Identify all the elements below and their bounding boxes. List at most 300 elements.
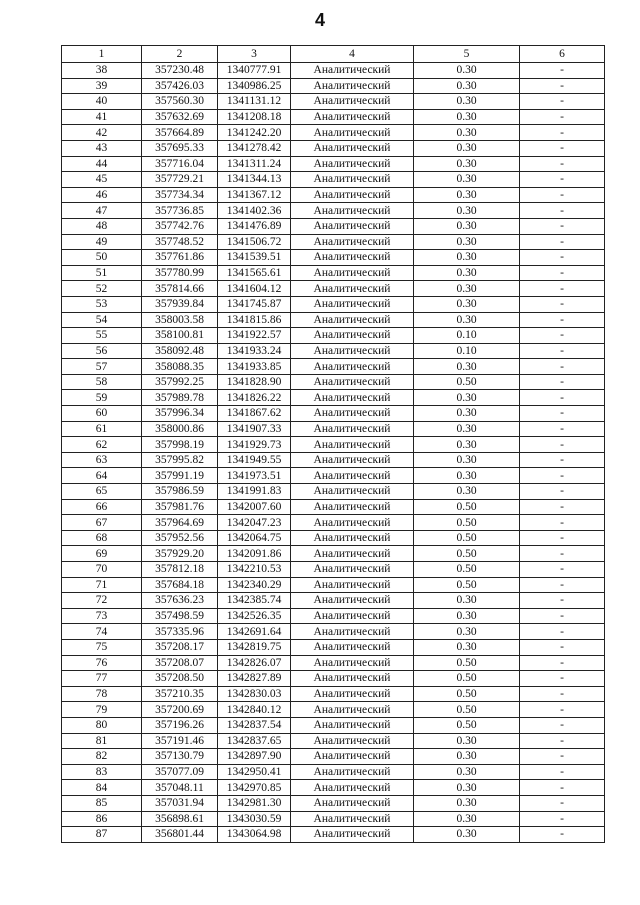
cell-y-coordinate: 1341828.90 (218, 374, 291, 390)
cell-note: - (520, 639, 605, 655)
cell-method: Аналитический (291, 437, 414, 453)
cell-point-number: 82 (62, 749, 142, 765)
cell-y-coordinate: 1341949.55 (218, 452, 291, 468)
table-row (62, 203, 605, 219)
cell-method: Аналитический (291, 749, 414, 765)
cell-note: - (520, 733, 605, 749)
cell-y-coordinate: 1341604.12 (218, 281, 291, 297)
table-row (62, 702, 605, 718)
cell-x-coordinate: 356801.44 (142, 827, 218, 843)
table-row (62, 328, 605, 344)
cell-note: - (520, 406, 605, 422)
table-row (62, 359, 605, 375)
cell-accuracy: 0.30 (414, 203, 520, 219)
cell-x-coordinate: 357986.59 (142, 484, 218, 500)
cell-note: - (520, 530, 605, 546)
cell-point-number: 66 (62, 499, 142, 515)
cell-note: - (520, 702, 605, 718)
cell-note: - (520, 187, 605, 203)
cell-y-coordinate: 1342064.75 (218, 530, 291, 546)
cell-x-coordinate: 357992.25 (142, 374, 218, 390)
cell-point-number: 40 (62, 94, 142, 110)
cell-accuracy: 0.10 (414, 343, 520, 359)
cell-accuracy: 0.50 (414, 686, 520, 702)
coordinates-table (61, 45, 605, 843)
cell-accuracy: 0.30 (414, 593, 520, 609)
cell-accuracy: 0.50 (414, 530, 520, 546)
cell-x-coordinate: 357130.79 (142, 749, 218, 765)
cell-accuracy: 0.30 (414, 468, 520, 484)
table-row (62, 639, 605, 655)
cell-note: - (520, 421, 605, 437)
cell-point-number: 86 (62, 811, 142, 827)
cell-accuracy: 0.30 (414, 780, 520, 796)
cell-y-coordinate: 1342385.74 (218, 593, 291, 609)
cell-accuracy: 0.30 (414, 608, 520, 624)
cell-note: - (520, 452, 605, 468)
cell-method: Аналитический (291, 125, 414, 141)
cell-method: Аналитический (291, 671, 414, 687)
table-row (62, 562, 605, 578)
cell-point-number: 74 (62, 624, 142, 640)
cell-method: Аналитический (291, 686, 414, 702)
cell-note: - (520, 655, 605, 671)
cell-note: - (520, 265, 605, 281)
cell-method: Аналитический (291, 218, 414, 234)
cell-note: - (520, 671, 605, 687)
cell-accuracy: 0.50 (414, 562, 520, 578)
cell-point-number: 80 (62, 717, 142, 733)
cell-note: - (520, 780, 605, 796)
table-row (62, 250, 605, 266)
cell-y-coordinate: 1341907.33 (218, 421, 291, 437)
cell-x-coordinate: 357736.85 (142, 203, 218, 219)
cell-accuracy: 0.30 (414, 406, 520, 422)
cell-y-coordinate: 1342970.85 (218, 780, 291, 796)
table-row (62, 624, 605, 640)
cell-x-coordinate: 357929.20 (142, 546, 218, 562)
cell-note: - (520, 172, 605, 188)
table-row (62, 780, 605, 796)
cell-point-number: 51 (62, 265, 142, 281)
cell-accuracy: 0.30 (414, 390, 520, 406)
cell-point-number: 55 (62, 328, 142, 344)
cell-x-coordinate: 357742.76 (142, 218, 218, 234)
cell-note: - (520, 764, 605, 780)
cell-method: Аналитический (291, 484, 414, 500)
table-row (62, 156, 605, 172)
cell-x-coordinate: 357230.48 (142, 63, 218, 79)
cell-point-number: 60 (62, 406, 142, 422)
cell-y-coordinate: 1341278.42 (218, 140, 291, 156)
cell-point-number: 72 (62, 593, 142, 609)
cell-note: - (520, 63, 605, 79)
cell-point-number: 42 (62, 125, 142, 141)
cell-y-coordinate: 1340986.25 (218, 78, 291, 94)
cell-y-coordinate: 1341922.57 (218, 328, 291, 344)
table-row (62, 655, 605, 671)
cell-method: Аналитический (291, 764, 414, 780)
cell-x-coordinate: 357996.34 (142, 406, 218, 422)
cell-method: Аналитический (291, 328, 414, 344)
cell-accuracy: 0.30 (414, 234, 520, 250)
cell-method: Аналитический (291, 234, 414, 250)
cell-accuracy: 0.30 (414, 624, 520, 640)
cell-y-coordinate: 1341565.61 (218, 265, 291, 281)
cell-method: Аналитический (291, 374, 414, 390)
cell-note: - (520, 624, 605, 640)
table-body (62, 63, 605, 843)
table-row (62, 296, 605, 312)
cell-x-coordinate: 357748.52 (142, 234, 218, 250)
cell-accuracy: 0.50 (414, 374, 520, 390)
cell-y-coordinate: 1341973.51 (218, 468, 291, 484)
cell-note: - (520, 140, 605, 156)
cell-point-number: 41 (62, 109, 142, 125)
cell-x-coordinate: 357636.23 (142, 593, 218, 609)
cell-x-coordinate: 357196.26 (142, 717, 218, 733)
cell-accuracy: 0.50 (414, 499, 520, 515)
cell-x-coordinate: 357632.69 (142, 109, 218, 125)
cell-point-number: 78 (62, 686, 142, 702)
cell-y-coordinate: 1342210.53 (218, 562, 291, 578)
cell-y-coordinate: 1342897.90 (218, 749, 291, 765)
cell-x-coordinate: 357989.78 (142, 390, 218, 406)
cell-accuracy: 0.10 (414, 328, 520, 344)
cell-note: - (520, 218, 605, 234)
cell-point-number: 62 (62, 437, 142, 453)
cell-method: Аналитический (291, 109, 414, 125)
cell-x-coordinate: 357048.11 (142, 780, 218, 796)
cell-method: Аналитический (291, 250, 414, 266)
cell-point-number: 61 (62, 421, 142, 437)
table-row (62, 515, 605, 531)
cell-method: Аналитический (291, 78, 414, 94)
cell-x-coordinate: 357716.04 (142, 156, 218, 172)
cell-point-number: 50 (62, 250, 142, 266)
table-row (62, 546, 605, 562)
cell-point-number: 44 (62, 156, 142, 172)
cell-note: - (520, 328, 605, 344)
cell-x-coordinate: 357210.35 (142, 686, 218, 702)
cell-note: - (520, 125, 605, 141)
cell-point-number: 56 (62, 343, 142, 359)
table-row (62, 172, 605, 188)
header-row (62, 46, 605, 63)
cell-accuracy: 0.50 (414, 702, 520, 718)
cell-point-number: 70 (62, 562, 142, 578)
cell-method: Аналитический (291, 390, 414, 406)
cell-y-coordinate: 1341402.36 (218, 203, 291, 219)
cell-note: - (520, 562, 605, 578)
cell-accuracy: 0.30 (414, 296, 520, 312)
cell-x-coordinate: 358092.48 (142, 343, 218, 359)
cell-method: Аналитический (291, 827, 414, 843)
table-row (62, 437, 605, 453)
cell-note: - (520, 749, 605, 765)
cell-accuracy: 0.50 (414, 546, 520, 562)
cell-note: - (520, 515, 605, 531)
cell-point-number: 85 (62, 795, 142, 811)
cell-method: Аналитический (291, 140, 414, 156)
cell-note: - (520, 468, 605, 484)
cell-method: Аналитический (291, 499, 414, 515)
cell-note: - (520, 717, 605, 733)
cell-y-coordinate: 1341476.89 (218, 218, 291, 234)
cell-note: - (520, 94, 605, 110)
cell-y-coordinate: 1341745.87 (218, 296, 291, 312)
cell-y-coordinate: 1342981.30 (218, 795, 291, 811)
cell-point-number: 53 (62, 296, 142, 312)
cell-x-coordinate: 357191.46 (142, 733, 218, 749)
cell-x-coordinate: 357684.18 (142, 577, 218, 593)
cell-method: Аналитический (291, 265, 414, 281)
table-row (62, 281, 605, 297)
cell-x-coordinate: 357761.86 (142, 250, 218, 266)
cell-point-number: 39 (62, 78, 142, 94)
cell-method: Аналитический (291, 187, 414, 203)
cell-x-coordinate: 357734.34 (142, 187, 218, 203)
cell-point-number: 65 (62, 484, 142, 500)
cell-y-coordinate: 1342826.07 (218, 655, 291, 671)
cell-note: - (520, 811, 605, 827)
cell-x-coordinate: 358003.58 (142, 312, 218, 328)
table-row (62, 499, 605, 515)
cell-x-coordinate: 357077.09 (142, 764, 218, 780)
table-row (62, 343, 605, 359)
table-row (62, 484, 605, 500)
cell-method: Аналитический (291, 421, 414, 437)
cell-x-coordinate: 357560.30 (142, 94, 218, 110)
table-row (62, 218, 605, 234)
cell-point-number: 87 (62, 827, 142, 843)
cell-point-number: 45 (62, 172, 142, 188)
table-row (62, 717, 605, 733)
cell-y-coordinate: 1343030.59 (218, 811, 291, 827)
cell-accuracy: 0.50 (414, 671, 520, 687)
cell-accuracy: 0.30 (414, 63, 520, 79)
cell-accuracy: 0.30 (414, 733, 520, 749)
table-row (62, 140, 605, 156)
cell-note: - (520, 250, 605, 266)
cell-point-number: 64 (62, 468, 142, 484)
cell-y-coordinate: 1341815.86 (218, 312, 291, 328)
cell-y-coordinate: 1341933.85 (218, 359, 291, 375)
cell-method: Аналитический (291, 343, 414, 359)
table-row (62, 234, 605, 250)
cell-y-coordinate: 1342830.03 (218, 686, 291, 702)
table-row (62, 827, 605, 843)
cell-accuracy: 0.30 (414, 78, 520, 94)
cell-accuracy: 0.30 (414, 764, 520, 780)
cell-y-coordinate: 1341367.12 (218, 187, 291, 203)
cell-note: - (520, 359, 605, 375)
cell-method: Аналитический (291, 312, 414, 328)
cell-note: - (520, 296, 605, 312)
cell-y-coordinate: 1342526.35 (218, 608, 291, 624)
cell-x-coordinate: 357952.56 (142, 530, 218, 546)
cell-y-coordinate: 1341208.18 (218, 109, 291, 125)
cell-method: Аналитический (291, 94, 414, 110)
cell-method: Аналитический (291, 624, 414, 640)
cell-point-number: 73 (62, 608, 142, 624)
cell-method: Аналитический (291, 780, 414, 796)
table-row (62, 265, 605, 281)
table-row (62, 686, 605, 702)
cell-method: Аналитический (291, 546, 414, 562)
cell-accuracy: 0.30 (414, 156, 520, 172)
cell-method: Аналитический (291, 639, 414, 655)
cell-point-number: 49 (62, 234, 142, 250)
cell-y-coordinate: 1342691.64 (218, 624, 291, 640)
table-row (62, 187, 605, 203)
header-col-6: 6 (520, 46, 605, 63)
cell-x-coordinate: 357208.17 (142, 639, 218, 655)
cell-x-coordinate: 357964.69 (142, 515, 218, 531)
cell-method: Аналитический (291, 608, 414, 624)
cell-point-number: 58 (62, 374, 142, 390)
cell-method: Аналитический (291, 577, 414, 593)
cell-method: Аналитический (291, 172, 414, 188)
cell-note: - (520, 593, 605, 609)
cell-accuracy: 0.30 (414, 187, 520, 203)
cell-x-coordinate: 357200.69 (142, 702, 218, 718)
cell-note: - (520, 78, 605, 94)
cell-note: - (520, 795, 605, 811)
table-row (62, 406, 605, 422)
cell-accuracy: 0.30 (414, 312, 520, 328)
cell-point-number: 48 (62, 218, 142, 234)
cell-accuracy: 0.30 (414, 421, 520, 437)
table-row (62, 109, 605, 125)
cell-point-number: 47 (62, 203, 142, 219)
cell-x-coordinate: 357335.96 (142, 624, 218, 640)
header-col-1: 1 (62, 46, 142, 63)
cell-point-number: 79 (62, 702, 142, 718)
cell-note: - (520, 608, 605, 624)
cell-note: - (520, 577, 605, 593)
cell-point-number: 57 (62, 359, 142, 375)
cell-point-number: 71 (62, 577, 142, 593)
cell-accuracy: 0.30 (414, 452, 520, 468)
cell-note: - (520, 281, 605, 297)
cell-note: - (520, 484, 605, 500)
table-row (62, 452, 605, 468)
cell-accuracy: 0.30 (414, 484, 520, 500)
cell-x-coordinate: 358000.86 (142, 421, 218, 437)
cell-y-coordinate: 1341344.13 (218, 172, 291, 188)
cell-point-number: 59 (62, 390, 142, 406)
cell-method: Аналитический (291, 296, 414, 312)
cell-note: - (520, 109, 605, 125)
cell-y-coordinate: 1341311.24 (218, 156, 291, 172)
cell-y-coordinate: 1342837.54 (218, 717, 291, 733)
table-row (62, 312, 605, 328)
cell-y-coordinate: 1342819.75 (218, 639, 291, 655)
cell-accuracy: 0.30 (414, 639, 520, 655)
table-row (62, 671, 605, 687)
cell-y-coordinate: 1341929.73 (218, 437, 291, 453)
cell-y-coordinate: 1342340.29 (218, 577, 291, 593)
cell-y-coordinate: 1342837.65 (218, 733, 291, 749)
cell-accuracy: 0.50 (414, 515, 520, 531)
cell-x-coordinate: 357981.76 (142, 499, 218, 515)
cell-note: - (520, 234, 605, 250)
cell-method: Аналитический (291, 515, 414, 531)
cell-note: - (520, 156, 605, 172)
cell-y-coordinate: 1341539.51 (218, 250, 291, 266)
cell-accuracy: 0.30 (414, 265, 520, 281)
cell-y-coordinate: 1341131.12 (218, 94, 291, 110)
cell-point-number: 77 (62, 671, 142, 687)
cell-point-number: 84 (62, 780, 142, 796)
table-row (62, 94, 605, 110)
table-row (62, 63, 605, 79)
cell-y-coordinate: 1343064.98 (218, 827, 291, 843)
cell-x-coordinate: 358088.35 (142, 359, 218, 375)
table-row (62, 733, 605, 749)
cell-y-coordinate: 1341242.20 (218, 125, 291, 141)
cell-y-coordinate: 1342007.60 (218, 499, 291, 515)
cell-point-number: 38 (62, 63, 142, 79)
cell-accuracy: 0.30 (414, 749, 520, 765)
cell-y-coordinate: 1342047.23 (218, 515, 291, 531)
cell-point-number: 83 (62, 764, 142, 780)
cell-point-number: 52 (62, 281, 142, 297)
cell-x-coordinate: 357208.50 (142, 671, 218, 687)
cell-point-number: 63 (62, 452, 142, 468)
cell-y-coordinate: 1341991.83 (218, 484, 291, 500)
cell-accuracy: 0.30 (414, 437, 520, 453)
cell-accuracy: 0.50 (414, 655, 520, 671)
cell-x-coordinate: 357814.66 (142, 281, 218, 297)
cell-y-coordinate: 1342091.86 (218, 546, 291, 562)
cell-x-coordinate: 357998.19 (142, 437, 218, 453)
header-col-3: 3 (218, 46, 291, 63)
cell-method: Аналитический (291, 359, 414, 375)
cell-y-coordinate: 1341933.24 (218, 343, 291, 359)
cell-x-coordinate: 357991.19 (142, 468, 218, 484)
cell-accuracy: 0.30 (414, 140, 520, 156)
cell-y-coordinate: 1342827.89 (218, 671, 291, 687)
cell-y-coordinate: 1340777.91 (218, 63, 291, 79)
cell-x-coordinate: 357995.82 (142, 452, 218, 468)
cell-note: - (520, 827, 605, 843)
cell-x-coordinate: 357812.18 (142, 562, 218, 578)
table-row (62, 795, 605, 811)
cell-point-number: 67 (62, 515, 142, 531)
cell-point-number: 43 (62, 140, 142, 156)
cell-note: - (520, 203, 605, 219)
cell-method: Аналитический (291, 733, 414, 749)
cell-method: Аналитический (291, 468, 414, 484)
cell-accuracy: 0.30 (414, 281, 520, 297)
table-row (62, 374, 605, 390)
cell-accuracy: 0.30 (414, 359, 520, 375)
cell-accuracy: 0.30 (414, 250, 520, 266)
header-col-2: 2 (142, 46, 218, 63)
cell-y-coordinate: 1341506.72 (218, 234, 291, 250)
table-row (62, 577, 605, 593)
cell-accuracy: 0.30 (414, 109, 520, 125)
cell-method: Аналитический (291, 702, 414, 718)
cell-method: Аналитический (291, 281, 414, 297)
cell-y-coordinate: 1342950.41 (218, 764, 291, 780)
page-number: 4 (314, 10, 325, 30)
table-row (62, 468, 605, 484)
cell-method: Аналитический (291, 811, 414, 827)
cell-note: - (520, 343, 605, 359)
